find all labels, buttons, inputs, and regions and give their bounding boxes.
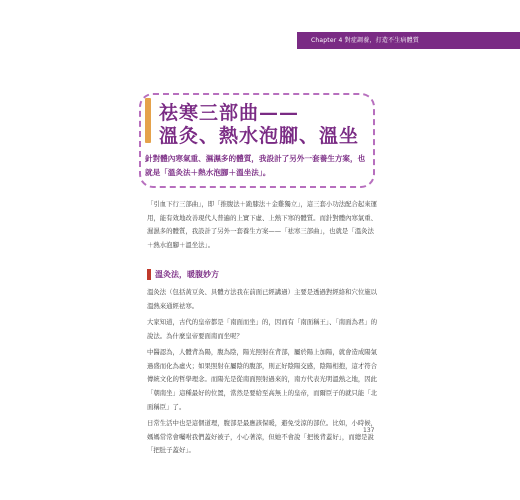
- body-paragraph-2: 溫灸法（包括黃豆灸、具體方法我在前面已經講過）主要是透過對經絡和穴位施以溫熱來通經祛寒。: [147, 288, 378, 310]
- section-marker: [147, 269, 151, 280]
- chapter-header: Chapter 4 對症調養，打造不生病體質: [297, 32, 520, 49]
- section-title: 溫灸法，暖腹妙方: [155, 269, 219, 279]
- title-subtitle: 針對體內寒氣重、濕濕多的體質，我設計了另外一套養生方案，也就是「溫灸法＋熱水泡腳＋溫坐法」。: [145, 154, 366, 177]
- page-title-line1: 祛寒三部曲——: [159, 102, 300, 124]
- page-number: 137: [363, 427, 375, 434]
- title-accent-bar: [145, 98, 151, 143]
- body-paragraph-3: 大家知道，古代的皇帝都是「南面而坐」的，因而有「南面稱王」、「南面為君」的說法。為什麼皇帝要面南而坐呢？: [147, 318, 378, 340]
- body-paragraph-1: 「引血下行三部曲」，即「推腹法＋跪膝法＋金雞獨立」，這三套小功法配合起來運用，能有效地改善現代人普遍的上實下虛、上熱下寒的體質。而針對體內寒氣重、濕濕多的體質，我設計了另外一套養生方案——「祛寒三部曲」，也就是「溫灸法＋熱水泡腳＋溫坐法」。: [147, 200, 378, 250]
- body-paragraph-4: 中醫認為，人體背為陽，腹為陰，陽光照射在背部，屬於陽上加陽，就會造成陽氣過盛而化為虛火；如果照射在屬陰的腹部，則正好陰陽交感，陰陽相抱，這才符合傳統文化的哲學理念。而陽光是從南面照射過來的，南方代表光明溫熱之地，因此「朝南坐」這種最好的位置，當然是要給至高無上的皇帝，而爾臣子的就只能「北面稱臣」了。: [147, 348, 378, 411]
- page-title-line2: 溫灸、熱水泡腳、溫坐: [159, 125, 360, 147]
- body-paragraph-5: 日常生活中也是這個道理，腹部是最應該保暖，避免受涼的部位。比如，小時候，媽媽常常會囑咐我們蓋好被子，小心著涼，但她不會說「把後背蓋好」，而總是說「把肚子蓋好」。: [147, 419, 378, 455]
- section-heading: [147, 268, 219, 280]
